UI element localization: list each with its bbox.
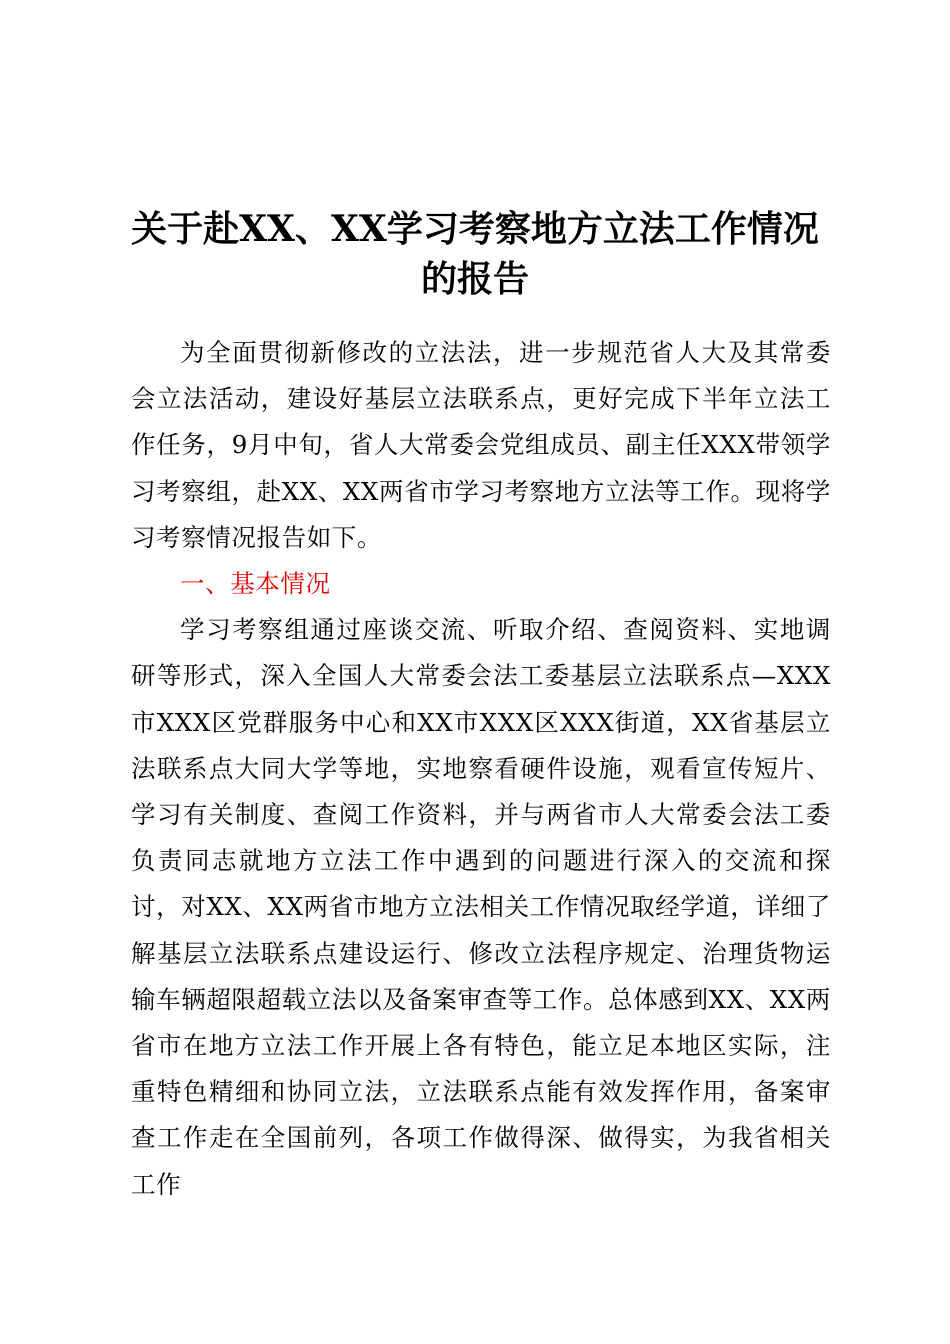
basic-situation-paragraph: 学习考察组通过座谈交流、听取介绍、查阅资料、实地调研等形式，深入全国人大常委会法工委基层立法联系点—XXX市XXX区党群服务中心和XX市XXX区XXX街道，XX省基层立法联系点大同大学等地，实地察看硬件设施，观看宣传短片、学习有关制度、查阅工作资料，并与两省市人大常委会法工委负责同志就地方立法工作中遇到的问题进行深入的交流和探讨，对XX、XX两省市地方立法相关工作情况取经学道，详细了解基层立法联系点建设运行、修改立法程序规定、治理货物运输车辆超限超载立法以及备案审查等工作。总体感到XX、XX两省市在地方立法工作开展上各有特色，能立足本地区实际，注重特色精细和协同立法，立法联系点能有效发挥作用，备案审查工作走在全国前列，各项工作做得深、做得实，为我省相关工作 bbox=[131, 615, 831, 1199]
section-heading-basic-situation: 一、基本情况 bbox=[180, 569, 331, 599]
document-body bbox=[131, 330, 831, 1208]
intro-paragraph: 为全面贯彻新修改的立法法，进一步规范省人大及其常委会立法活动，建设好基层立法联系点，更好完成下半年立法工作任务，9月中旬，省人大常委会党组成员、副主任XXX带领学习考察组，赴XX、XX两省市学习考察地方立法等工作。现将学习考察情况报告如下。 bbox=[131, 338, 831, 552]
document-title-line-1: 关于赴XX、XX学习考察地方立法工作情况 bbox=[131, 208, 819, 250]
document-title-line-2: 的报告 bbox=[420, 258, 529, 300]
